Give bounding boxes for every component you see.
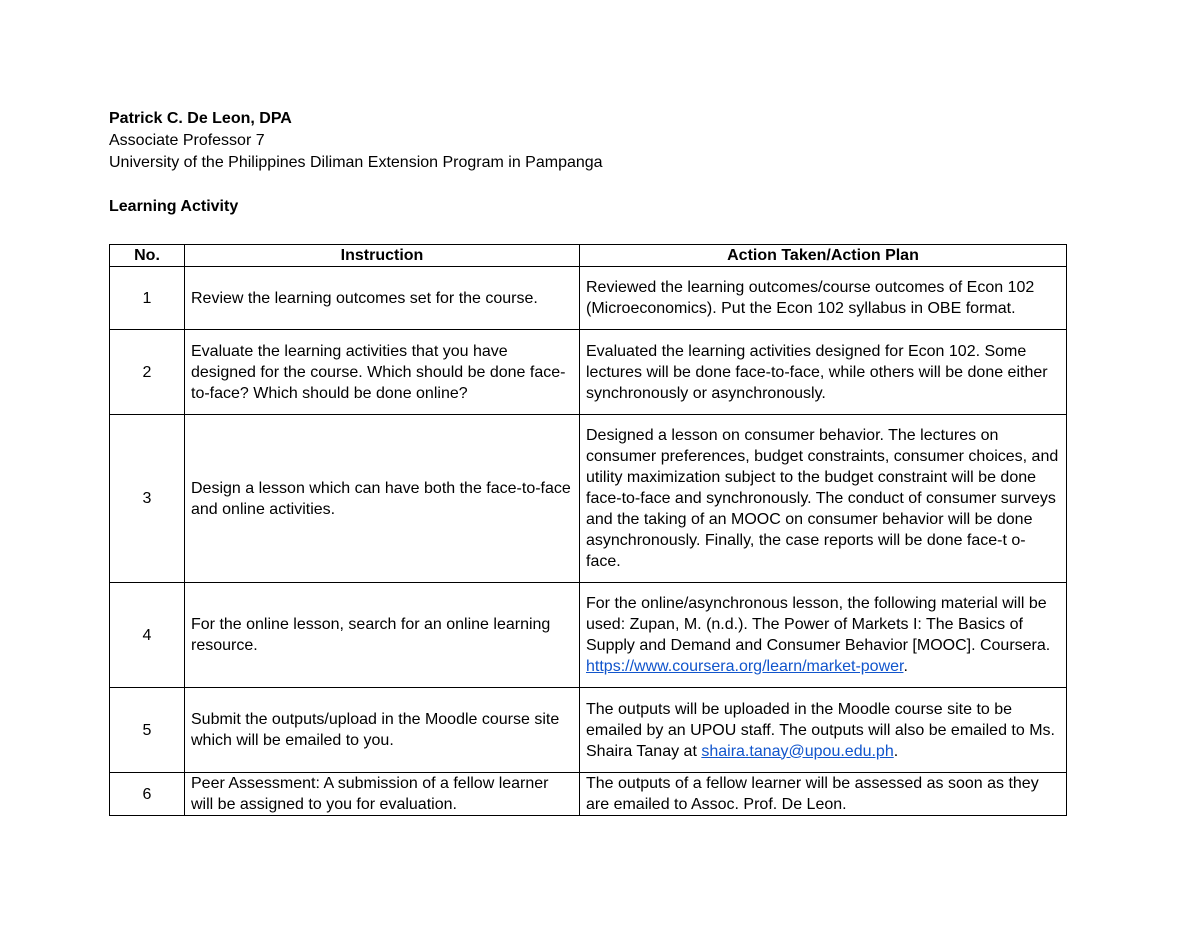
instruction-cell: Evaluate the learning activities that you have designed for the course. Which should be done face-to-face? Which should be done online?: [185, 330, 580, 415]
action-cell: [580, 267, 1067, 330]
row-number: 5: [110, 688, 185, 773]
instruction-cell: Peer Assessment: A submission of a fellow learner will be assigned to you for evaluation.: [185, 773, 580, 816]
author-institution: University of the Philippines Diliman Extension Program in Pampanga: [109, 154, 603, 171]
document-body: [109, 108, 1067, 813]
email-link[interactable]: shaira.tanay@upou.edu.ph: [701, 742, 894, 760]
action-text: For the online/asynchronous lesson, the following material will be used: Zupan, M. (n.d.). The Power of Markets I: The Basics of Supply and Demand and Consumer Behavior [MOOC]. Coursera.: [586, 595, 1051, 654]
action-cell: [580, 773, 1067, 816]
action-text: Designed a lesson on consumer behavior. The lectures on consumer preferences, budget constraints, consumer choices, and utility maximization subject to the budget constraint will be done face-to-face and synchronously. The conduct of consumer surveys and the taking of an MOOC on consumer behavior will be done asynchronously. Finally, the case reports will be done face-t o-face.: [586, 427, 1059, 570]
instruction-cell: Design a lesson which can have both the face-to-face and online activities.: [185, 415, 580, 583]
action-text: The outputs of a fellow learner will be assessed as soon as they are emailed to Assoc. Prof. De Leon.: [586, 775, 1039, 813]
row-number: 1: [110, 267, 185, 330]
table-row: [110, 773, 1067, 816]
instruction-cell: Review the learning outcomes set for the course.: [185, 267, 580, 330]
action-cell: [580, 330, 1067, 415]
table-row: [110, 267, 1067, 330]
row-number: 2: [110, 330, 185, 415]
row-number: 6: [110, 773, 185, 816]
author-name: Patrick C. De Leon, DPA: [109, 110, 292, 127]
action-text-end: .: [893, 742, 899, 760]
column-header-instruction: Instruction: [185, 245, 580, 267]
row-number: 4: [110, 583, 185, 688]
learning-activity-table: [109, 244, 1067, 816]
table-header-row: [110, 245, 1067, 267]
action-text-end: .: [903, 658, 908, 675]
author-header: [109, 108, 1067, 174]
table-row: [110, 415, 1067, 583]
action-text: The outputs will be uploaded in the Moodle course site to be emailed by an UPOU staff. The outputs will also be emailed to Ms. Shaira Tanay at: [586, 700, 1055, 760]
coursera-link[interactable]: https://www.coursera.org/learn/market-power: [586, 658, 904, 675]
row-number: 3: [110, 415, 185, 583]
table-row: [110, 688, 1067, 773]
instruction-cell: Submit the outputs/upload in the Moodle course site which will be emailed to you.: [185, 688, 580, 773]
author-position: Associate Professor 7: [109, 132, 265, 149]
action-text: Reviewed the learning outcomes/course outcomes of Econ 102 (Microeconomics). Put the Econ 102 syllabus in OBE format.: [586, 279, 1035, 317]
table-row: [110, 330, 1067, 415]
action-cell: [580, 415, 1067, 583]
action-cell: [580, 583, 1067, 688]
action-text: Evaluated the learning activities designed for Econ 102. Some lectures will be done face-to-face, while others will be done either synchronously or asynchronously.: [586, 342, 1048, 402]
instruction-cell: For the online lesson, search for an online learning resource.: [185, 583, 580, 688]
column-header-action: Action Taken/Action Plan: [580, 245, 1067, 267]
section-title: Learning Activity: [109, 198, 239, 215]
table-row: [110, 583, 1067, 688]
column-header-no: No.: [110, 245, 185, 267]
action-cell: [580, 688, 1067, 773]
